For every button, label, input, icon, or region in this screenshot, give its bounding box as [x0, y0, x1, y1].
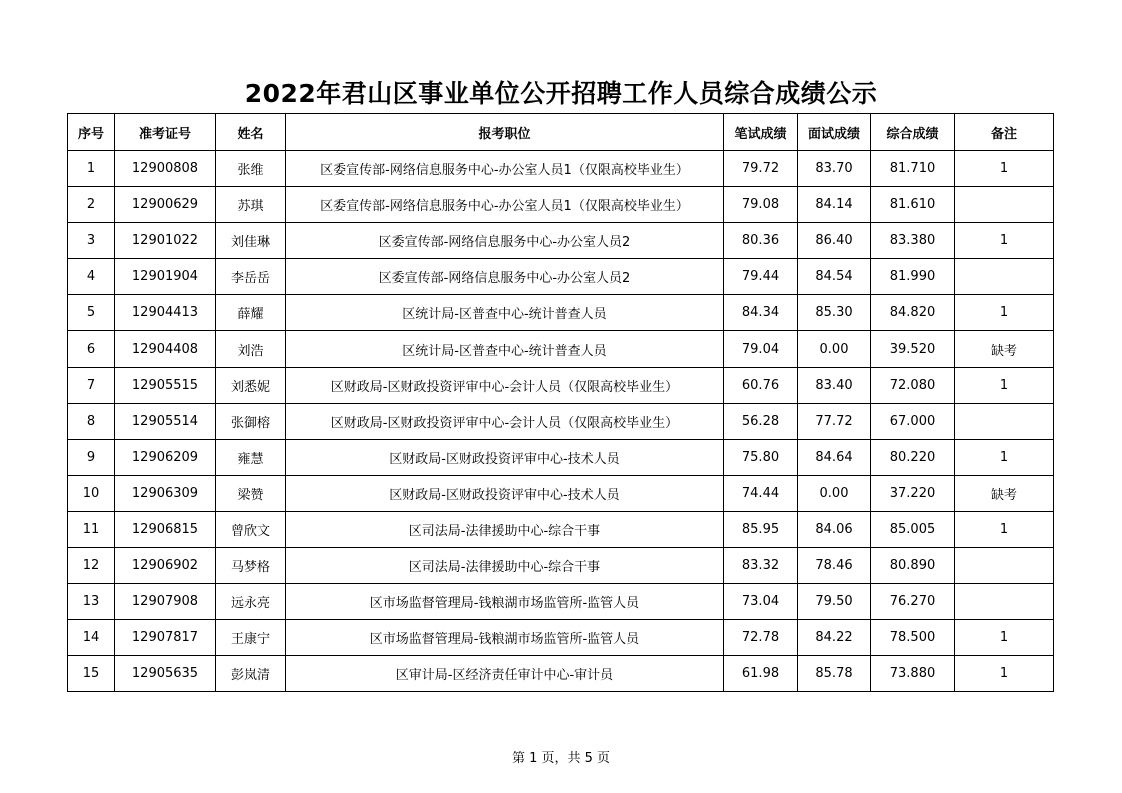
cell-interview-score: 84.64 [798, 439, 871, 475]
cell-position: 区司法局-法律援助中心-综合干事 [286, 511, 724, 547]
cell-name: 薛耀 [216, 295, 286, 331]
cell-written-score: 75.80 [724, 439, 798, 475]
cell-total-score: 67.000 [871, 403, 955, 439]
cell-exam-id: 12900629 [115, 187, 216, 223]
col-header-remark: 备注 [955, 114, 1054, 151]
cell-remark: 1 [955, 656, 1054, 692]
col-header-exam-id: 准考证号 [115, 114, 216, 151]
cell-remark: 1 [955, 151, 1054, 187]
table-row [68, 187, 1054, 223]
cell-total-score: 72.080 [871, 367, 955, 403]
table-row [68, 439, 1054, 475]
cell-index: 10 [68, 475, 115, 511]
cell-remark: 1 [955, 367, 1054, 403]
col-header-index: 序号 [68, 114, 115, 151]
cell-remark [955, 584, 1054, 620]
cell-index: 13 [68, 584, 115, 620]
cell-interview-score: 77.72 [798, 403, 871, 439]
cell-index: 5 [68, 295, 115, 331]
cell-written-score: 85.95 [724, 511, 798, 547]
cell-remark [955, 403, 1054, 439]
cell-exam-id: 12907908 [115, 584, 216, 620]
cell-written-score: 84.34 [724, 295, 798, 331]
cell-name: 张维 [216, 151, 286, 187]
cell-total-score: 84.820 [871, 295, 955, 331]
cell-remark: 缺考 [955, 475, 1054, 511]
cell-exam-id: 12905514 [115, 403, 216, 439]
cell-total-score: 85.005 [871, 511, 955, 547]
cell-remark: 1 [955, 620, 1054, 656]
table-row [68, 620, 1054, 656]
cell-interview-score: 84.22 [798, 620, 871, 656]
table-row [68, 584, 1054, 620]
cell-position: 区司法局-法律援助中心-综合干事 [286, 548, 724, 584]
cell-index: 15 [68, 656, 115, 692]
cell-total-score: 78.500 [871, 620, 955, 656]
cell-total-score: 81.990 [871, 259, 955, 295]
table-row [68, 223, 1054, 259]
cell-remark: 1 [955, 511, 1054, 547]
cell-written-score: 79.04 [724, 331, 798, 367]
cell-exam-id: 12906309 [115, 475, 216, 511]
cell-exam-id: 12906902 [115, 548, 216, 584]
cell-total-score: 73.880 [871, 656, 955, 692]
cell-total-score: 83.380 [871, 223, 955, 259]
score-table [67, 113, 1054, 692]
table-body [68, 151, 1054, 692]
cell-total-score: 39.520 [871, 331, 955, 367]
cell-position: 区委宣传部-网络信息服务中心-办公室人员1（仅限高校毕业生） [286, 151, 724, 187]
cell-position: 区市场监督管理局-钱粮湖市场监管所-监管人员 [286, 620, 724, 656]
cell-exam-id: 12904408 [115, 331, 216, 367]
table-row [68, 511, 1054, 547]
cell-exam-id: 12907817 [115, 620, 216, 656]
cell-total-score: 80.890 [871, 548, 955, 584]
cell-name: 刘浩 [216, 331, 286, 367]
cell-remark [955, 187, 1054, 223]
cell-written-score: 60.76 [724, 367, 798, 403]
cell-interview-score: 84.14 [798, 187, 871, 223]
cell-interview-score: 79.50 [798, 584, 871, 620]
cell-index: 3 [68, 223, 115, 259]
cell-exam-id: 12900808 [115, 151, 216, 187]
cell-position: 区市场监督管理局-钱粮湖市场监管所-监管人员 [286, 584, 724, 620]
table-row [68, 403, 1054, 439]
cell-interview-score: 0.00 [798, 475, 871, 511]
cell-name: 雍慧 [216, 439, 286, 475]
cell-interview-score: 78.46 [798, 548, 871, 584]
col-header-name: 姓名 [216, 114, 286, 151]
cell-index: 14 [68, 620, 115, 656]
page-title: 2022年君山区事业单位公开招聘工作人员综合成绩公示 [244, 79, 878, 108]
cell-position: 区财政局-区财政投资评审中心-技术人员 [286, 475, 724, 511]
cell-name: 刘佳琳 [216, 223, 286, 259]
table-row [68, 295, 1054, 331]
cell-interview-score: 86.40 [798, 223, 871, 259]
cell-written-score: 74.44 [724, 475, 798, 511]
cell-position: 区审计局-区经济责任审计中心-审计员 [286, 656, 724, 692]
cell-index: 2 [68, 187, 115, 223]
cell-written-score: 72.78 [724, 620, 798, 656]
cell-interview-score: 0.00 [798, 331, 871, 367]
col-header-position: 报考职位 [286, 114, 724, 151]
cell-index: 7 [68, 367, 115, 403]
cell-written-score: 73.04 [724, 584, 798, 620]
cell-exam-id: 12904413 [115, 295, 216, 331]
cell-name: 曾欣文 [216, 511, 286, 547]
cell-exam-id: 12905635 [115, 656, 216, 692]
cell-index: 11 [68, 511, 115, 547]
cell-position: 区委宣传部-网络信息服务中心-办公室人员1（仅限高校毕业生） [286, 187, 724, 223]
cell-position: 区财政局-区财政投资评审中心-会计人员（仅限高校毕业生） [286, 403, 724, 439]
header-row [68, 114, 1054, 151]
cell-remark: 1 [955, 439, 1054, 475]
cell-name: 梁赞 [216, 475, 286, 511]
cell-written-score: 80.36 [724, 223, 798, 259]
cell-position: 区统计局-区普查中心-统计普查人员 [286, 295, 724, 331]
cell-remark: 缺考 [955, 331, 1054, 367]
cell-index: 6 [68, 331, 115, 367]
cell-name: 刘悉妮 [216, 367, 286, 403]
cell-remark: 1 [955, 295, 1054, 331]
table-row [68, 151, 1054, 187]
cell-written-score: 83.32 [724, 548, 798, 584]
cell-name: 王康宁 [216, 620, 286, 656]
cell-index: 12 [68, 548, 115, 584]
cell-index: 9 [68, 439, 115, 475]
table-row [68, 331, 1054, 367]
cell-position: 区委宣传部-网络信息服务中心-办公室人员2 [286, 259, 724, 295]
cell-exam-id: 12901022 [115, 223, 216, 259]
cell-exam-id: 12906209 [115, 439, 216, 475]
col-header-interview-score: 面试成绩 [798, 114, 871, 151]
cell-remark: 1 [955, 223, 1054, 259]
cell-total-score: 76.270 [871, 584, 955, 620]
cell-interview-score: 84.54 [798, 259, 871, 295]
col-header-total-score: 综合成绩 [871, 114, 955, 151]
cell-position: 区委宣传部-网络信息服务中心-办公室人员2 [286, 223, 724, 259]
table-row [68, 548, 1054, 584]
cell-position: 区财政局-区财政投资评审中心-会计人员（仅限高校毕业生） [286, 367, 724, 403]
cell-remark [955, 548, 1054, 584]
cell-remark [955, 259, 1054, 295]
cell-written-score: 79.72 [724, 151, 798, 187]
table-row [68, 475, 1054, 511]
cell-interview-score: 85.78 [798, 656, 871, 692]
cell-total-score: 37.220 [871, 475, 955, 511]
cell-exam-id: 12906815 [115, 511, 216, 547]
cell-name: 马梦格 [216, 548, 286, 584]
cell-index: 1 [68, 151, 115, 187]
cell-index: 8 [68, 403, 115, 439]
cell-written-score: 79.44 [724, 259, 798, 295]
cell-interview-score: 84.06 [798, 511, 871, 547]
cell-interview-score: 83.70 [798, 151, 871, 187]
cell-name: 苏琪 [216, 187, 286, 223]
cell-written-score: 79.08 [724, 187, 798, 223]
cell-written-score: 61.98 [724, 656, 798, 692]
cell-interview-score: 83.40 [798, 367, 871, 403]
cell-total-score: 81.710 [871, 151, 955, 187]
cell-position: 区财政局-区财政投资评审中心-技术人员 [286, 439, 724, 475]
table-row [68, 656, 1054, 692]
col-header-written-score: 笔试成绩 [724, 114, 798, 151]
cell-index: 4 [68, 259, 115, 295]
cell-exam-id: 12901904 [115, 259, 216, 295]
cell-name: 彭岚清 [216, 656, 286, 692]
cell-name: 张御榕 [216, 403, 286, 439]
cell-total-score: 81.610 [871, 187, 955, 223]
cell-total-score: 80.220 [871, 439, 955, 475]
cell-exam-id: 12905515 [115, 367, 216, 403]
cell-name: 李岳岳 [216, 259, 286, 295]
table-row [68, 259, 1054, 295]
cell-name: 远永亮 [216, 584, 286, 620]
table-row [68, 367, 1054, 403]
cell-position: 区统计局-区普查中心-统计普查人员 [286, 331, 724, 367]
cell-written-score: 56.28 [724, 403, 798, 439]
page-footer: 第 1 页，共 5 页 [511, 751, 611, 766]
cell-interview-score: 85.30 [798, 295, 871, 331]
